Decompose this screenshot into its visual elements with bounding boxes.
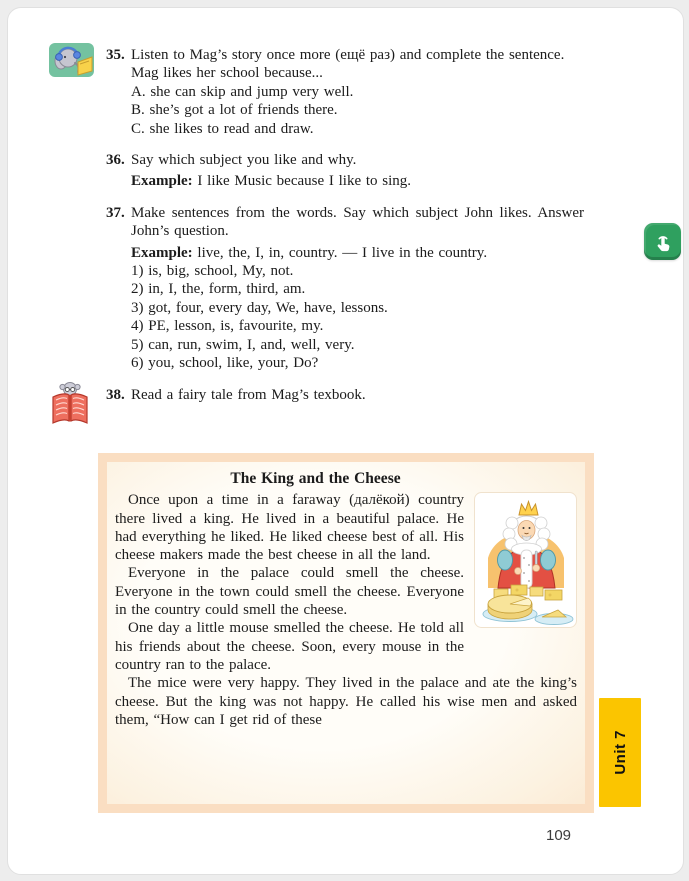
story-title: The King and the Cheese [230, 470, 401, 487]
story-paragraph-2: Everyone in the palace could smell the cheese. Everyone in the town could smell the cheese. Everyone in the country could smell the cheese. [115, 565, 464, 619]
answer-option-b: B. she’s got a lot of friends there. [131, 102, 338, 119]
exercise-37 [106, 204, 584, 373]
listening-elephant-icon [48, 41, 95, 79]
example-text: I like Music because I like to sing. [197, 173, 412, 190]
page-number: 109 [546, 827, 572, 844]
reading-book-icon [50, 380, 90, 427]
unit-tab-label: Unit 7 [611, 730, 629, 775]
exercise-38 [106, 386, 584, 404]
king-and-cheese-illustration [474, 492, 577, 628]
word-set-3: 3) got, four, every day, We, have, lessons. [131, 299, 388, 316]
exercise-task: Listen to Mag’s story once more (ещё раз) and complete the sentence. [131, 47, 565, 63]
exercise-task: Read a fairy tale from Mag’s texbook. [131, 386, 366, 403]
word-set-1: 1) is, big, school, My, not. [131, 263, 294, 280]
story-paragraph-3: One day a little mouse smelled the cheese. He told all his friends about the cheese. Soon, every mouse in the country ran to the palace. [115, 620, 464, 673]
example-label: Example: [131, 244, 193, 261]
example-line [131, 244, 584, 262]
interactive-task-button[interactable] [644, 223, 681, 260]
story-paragraph-1: Once upon a time in a faraway (далёкой) country there lived a king. He lived in a beautiful palace. He had everything he liked. He liked cheese best of all. His cheese makers made the best cheese in all the land. [115, 492, 464, 564]
answer-option-c: C. she likes to read and draw. [131, 120, 314, 137]
exercise-number: 38. [106, 386, 125, 403]
story-paragraph-4: The mice were very happy. They lived in the palace and ate the king’s cheese. But the king was not happy. He called his wise men and asked them, “How can I get rid of these [115, 675, 577, 728]
unit-tab [599, 698, 641, 807]
tap-hand-icon [651, 230, 675, 254]
word-set-5: 5) can, run, swim, I, and, well, very. [131, 336, 355, 353]
exercise-36 [106, 151, 584, 191]
example-label: Example: [131, 173, 193, 190]
textbook-page [7, 7, 684, 875]
exercise-35 [106, 46, 584, 138]
fairy-tale-box [98, 453, 594, 813]
example-text: live, the, I, in, country. — I live in the country. [197, 244, 488, 261]
answer-option-a: A. she can skip and jump very well. [131, 83, 354, 100]
word-set-2: 2) in, I, the, form, third, am. [131, 281, 306, 298]
exercise-number: 35. [106, 47, 125, 63]
exercise-number: 37. [106, 204, 125, 221]
sentence-stem: Mag likes her school because... [131, 65, 323, 82]
word-set-6: 6) you, school, like, your, Do? [131, 355, 319, 372]
exercise-number: 36. [106, 152, 125, 169]
exercises-area [106, 46, 584, 417]
example-line [131, 172, 584, 190]
exercise-task: Say which subject you like and why. [131, 152, 357, 169]
exercise-task: Make sentences from the words. Say which subject John likes. Answer John’s question. [131, 204, 584, 240]
word-set-4: 4) PE, lesson, is, favourite, my. [131, 318, 324, 335]
